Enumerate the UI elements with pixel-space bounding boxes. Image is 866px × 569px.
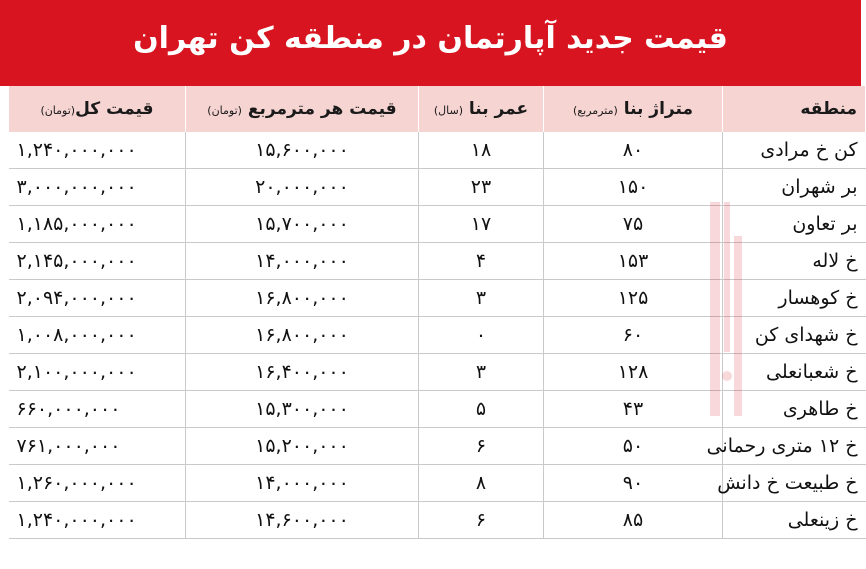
cell-area: ۱۲۸ bbox=[544, 354, 723, 391]
cell-region: بر تعاون bbox=[723, 206, 866, 243]
cell-region: خ کوهسار bbox=[723, 280, 866, 317]
table-row bbox=[9, 354, 866, 391]
header-price-sqm-label: قیمت هر مترمربع bbox=[247, 99, 397, 119]
cell-price-sqm: ۱۵,۶۰۰,۰۰۰ bbox=[186, 132, 419, 169]
table-row bbox=[9, 465, 866, 502]
header-area-unit: (مترمربع) bbox=[573, 104, 618, 117]
cell-total: ۳,۰۰۰,۰۰۰,۰۰۰ bbox=[9, 169, 186, 206]
cell-total: ۱,۲۴۰,۰۰۰,۰۰۰ bbox=[9, 502, 186, 539]
cell-area: ۱۵۳ bbox=[544, 243, 723, 280]
cell-total: ۱,۲۴۰,۰۰۰,۰۰۰ bbox=[9, 132, 186, 169]
header-region-label: منطقه bbox=[800, 99, 857, 119]
cell-region: خ طاهری bbox=[723, 391, 866, 428]
cell-age: ۴ bbox=[419, 243, 544, 280]
cell-total: ۲,۱۴۵,۰۰۰,۰۰۰ bbox=[9, 243, 186, 280]
cell-age: ۶ bbox=[419, 428, 544, 465]
cell-age: ۳ bbox=[419, 280, 544, 317]
cell-price-sqm: ۱۵,۳۰۰,۰۰۰ bbox=[186, 391, 419, 428]
table-row bbox=[9, 206, 866, 243]
table-row bbox=[9, 280, 866, 317]
header-total-unit: (تومان) bbox=[40, 104, 76, 117]
cell-age: ۸ bbox=[419, 465, 544, 502]
header-region bbox=[723, 86, 866, 132]
table-row bbox=[9, 428, 866, 465]
cell-region: خ زینعلی bbox=[723, 502, 866, 539]
cell-age: ۶ bbox=[419, 502, 544, 539]
cell-price-sqm: ۲۰,۰۰۰,۰۰۰ bbox=[186, 169, 419, 206]
cell-age: ۲۳ bbox=[419, 169, 544, 206]
cell-price-sqm: ۱۵,۷۰۰,۰۰۰ bbox=[186, 206, 419, 243]
cell-age: ۰ bbox=[419, 317, 544, 354]
header-area bbox=[544, 86, 723, 132]
cell-total: ۲,۱۰۰,۰۰۰,۰۰۰ bbox=[9, 354, 186, 391]
table-row bbox=[9, 391, 866, 428]
cell-price-sqm: ۱۴,۰۰۰,۰۰۰ bbox=[186, 465, 419, 502]
header-total-label: قیمت کل bbox=[75, 99, 154, 119]
header-price-sqm-unit: (تومان) bbox=[207, 104, 242, 117]
cell-region: خ شعبانعلی bbox=[723, 354, 866, 391]
cell-area: ۱۵۰ bbox=[544, 169, 723, 206]
cell-price-sqm: ۱۶,۴۰۰,۰۰۰ bbox=[186, 354, 419, 391]
cell-region: خ طبیعت خ دانش bbox=[723, 465, 866, 502]
cell-total: ۶۶۰,۰۰۰,۰۰۰ bbox=[9, 391, 186, 428]
cell-age: ۵ bbox=[419, 391, 544, 428]
cell-area: ۱۲۵ bbox=[544, 280, 723, 317]
cell-total: ۷۶۱,۰۰۰,۰۰۰ bbox=[9, 428, 186, 465]
table-row bbox=[9, 243, 866, 280]
table-row bbox=[9, 169, 866, 206]
page-title: قیمت جدید آپارتمان در منطقه کن تهران bbox=[133, 20, 728, 56]
cell-price-sqm: ۱۶,۸۰۰,۰۰۰ bbox=[186, 317, 419, 354]
cell-age: ۱۸ bbox=[419, 132, 544, 169]
cell-total: ۱,۲۶۰,۰۰۰,۰۰۰ bbox=[9, 465, 186, 502]
title-bar bbox=[0, 0, 861, 86]
cell-total: ۱,۱۸۵,۰۰۰,۰۰۰ bbox=[9, 206, 186, 243]
header-age-unit: (سال) bbox=[433, 104, 463, 117]
cell-region: خ ۱۲ متری رحمانی bbox=[723, 428, 866, 465]
cell-area: ۶۰ bbox=[544, 317, 723, 354]
price-table bbox=[8, 86, 866, 539]
cell-area: ۸۰ bbox=[544, 132, 723, 169]
table-row bbox=[9, 502, 866, 539]
cell-price-sqm: ۱۴,۰۰۰,۰۰۰ bbox=[186, 243, 419, 280]
header-area-label: متراژ بنا bbox=[623, 99, 693, 119]
cell-age: ۳ bbox=[419, 354, 544, 391]
cell-age: ۱۷ bbox=[419, 206, 544, 243]
header-age bbox=[419, 86, 544, 132]
cell-area: ۴۳ bbox=[544, 391, 723, 428]
header-total bbox=[9, 86, 186, 132]
cell-region: بر شهران bbox=[723, 169, 866, 206]
cell-area: ۵۰ bbox=[544, 428, 723, 465]
table-row bbox=[9, 317, 866, 354]
cell-area: ۸۵ bbox=[544, 502, 723, 539]
cell-total: ۱,۰۰۸,۰۰۰,۰۰۰ bbox=[9, 317, 186, 354]
cell-total: ۲,۰۹۴,۰۰۰,۰۰۰ bbox=[9, 280, 186, 317]
cell-region: خ لاله bbox=[723, 243, 866, 280]
table-row bbox=[9, 132, 866, 169]
cell-area: ۹۰ bbox=[544, 465, 723, 502]
cell-price-sqm: ۱۶,۸۰۰,۰۰۰ bbox=[186, 280, 419, 317]
cell-area: ۷۵ bbox=[544, 206, 723, 243]
header-price-sqm bbox=[186, 86, 419, 132]
cell-price-sqm: ۱۵,۲۰۰,۰۰۰ bbox=[186, 428, 419, 465]
cell-price-sqm: ۱۴,۶۰۰,۰۰۰ bbox=[186, 502, 419, 539]
cell-region: کن خ مرادی bbox=[723, 132, 866, 169]
header-age-label: عمر بنا bbox=[468, 99, 529, 119]
table-header-row bbox=[9, 86, 866, 132]
cell-region: خ شهدای کن bbox=[723, 317, 866, 354]
